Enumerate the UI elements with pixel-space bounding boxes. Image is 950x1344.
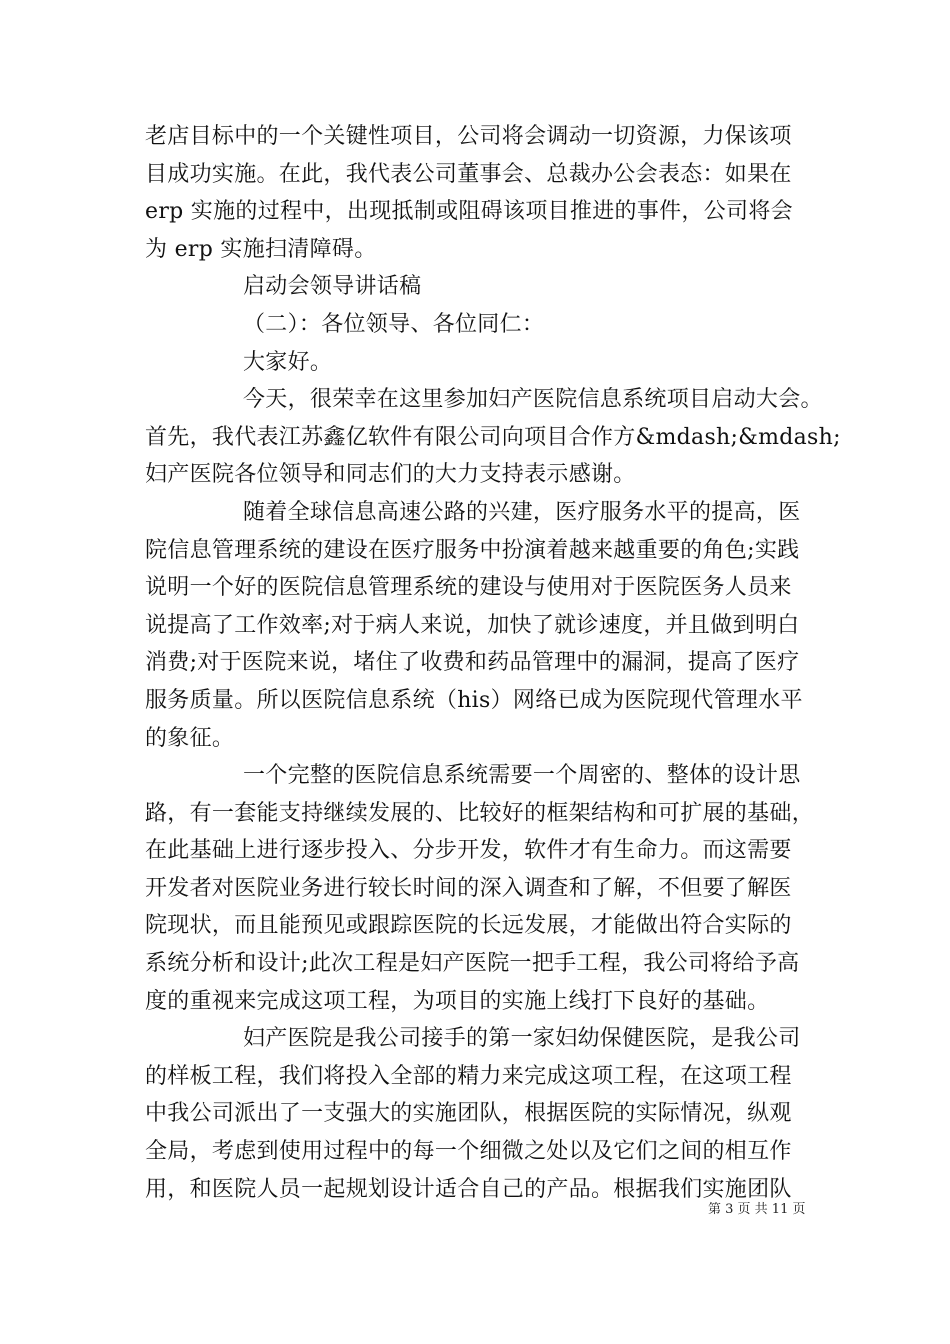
text-line: 目成功实施。在此，我代表公司董事会、总裁办公会表态：如果在	[145, 161, 792, 187]
text-line: 开发者对医院业务进行较长时间的深入调查和了解，不但要了解医	[145, 875, 792, 901]
paragraph-start-line: 妇产医院是我公司接手的第一家妇幼保健医院，是我公司	[243, 1026, 801, 1052]
text-line: erp 实施的过程中，出现抵制或阻碍该项目推进的事件，公司将会	[145, 199, 793, 225]
text-line: 在此基础上进行逐步投入、分步开发，软件才有生命力。而这需要	[145, 838, 792, 864]
text-line: 说提高了工作效率;对于病人来说，加快了就诊速度，并且做到明白	[145, 612, 800, 638]
text-line: 首先，我代表江苏鑫亿软件有限公司向项目合作方&mdash;&mdash;	[145, 424, 841, 450]
text-line: 院信息管理系统的建设在医疗服务中扮演着越来越重要的角色;实践	[145, 537, 800, 563]
text-line: 的样板工程，我们将投入全部的精力来完成这项工程，在这项工程	[145, 1063, 792, 1089]
text-line: 说明一个好的医院信息管理系统的建设与使用对于医院医务人员来	[145, 575, 792, 601]
text-line: 老店目标中的一个关键性项目，公司将会调动一切资源，力保该项	[145, 124, 792, 149]
section-heading: 启动会领导讲话稿	[243, 274, 422, 300]
text-line: 消费;对于医院来说，堵住了收费和药品管理中的漏洞，提高了医疗	[145, 650, 800, 676]
text-line: 中我公司派出了一支强大的实施团队，根据医院的实际情况，纵观	[145, 1101, 792, 1127]
document-body	[145, 118, 841, 1208]
greeting-line: 大家好。	[243, 349, 333, 375]
paragraph-start-line: 随着全球信息高速公路的兴建，医疗服务水平的提高，医	[243, 499, 801, 525]
text-line: 为 erp 实施扫清障碍。	[145, 236, 377, 262]
text-line: 妇产医院各位领导和同志们的大力支持表示感谢。	[145, 462, 636, 488]
text-line: 全局，考虑到使用过程中的每一个细微之处以及它们之间的相互作	[145, 1139, 792, 1165]
paragraph-start-line: 今天，很荣幸在这里参加妇产医院信息系统项目启动大会。	[243, 387, 823, 413]
paragraph-start-line: 一个完整的医院信息系统需要一个周密的、整体的设计思	[243, 763, 801, 789]
page-number-label: 第 3 页 共 11 页	[708, 1202, 806, 1217]
salutation-line: （二）：各位领导、各位同仁：	[243, 311, 545, 337]
text-line: 路，有一套能支持继续发展的、比较好的框架结构和可扩展的基础，	[145, 800, 815, 826]
text-line: 院现状，而且能预见或跟踪医院的长远发展，才能做出符合实际的	[145, 913, 792, 939]
text-line: 度的重视来完成这项工程，为项目的实施上线打下良好的基础。	[145, 988, 770, 1014]
text-line: 服务质量。所以医院信息系统（his）网络已成为医院现代管理水平	[145, 687, 803, 713]
text-line: 的象征。	[145, 725, 235, 751]
text-line: 系统分析和设计;此次工程是妇产医院一把手工程，我公司将给予高	[145, 951, 800, 977]
text-line: 用，和医院人员一起规划设计适合自己的产品。根据我们实施团队	[145, 1176, 792, 1202]
